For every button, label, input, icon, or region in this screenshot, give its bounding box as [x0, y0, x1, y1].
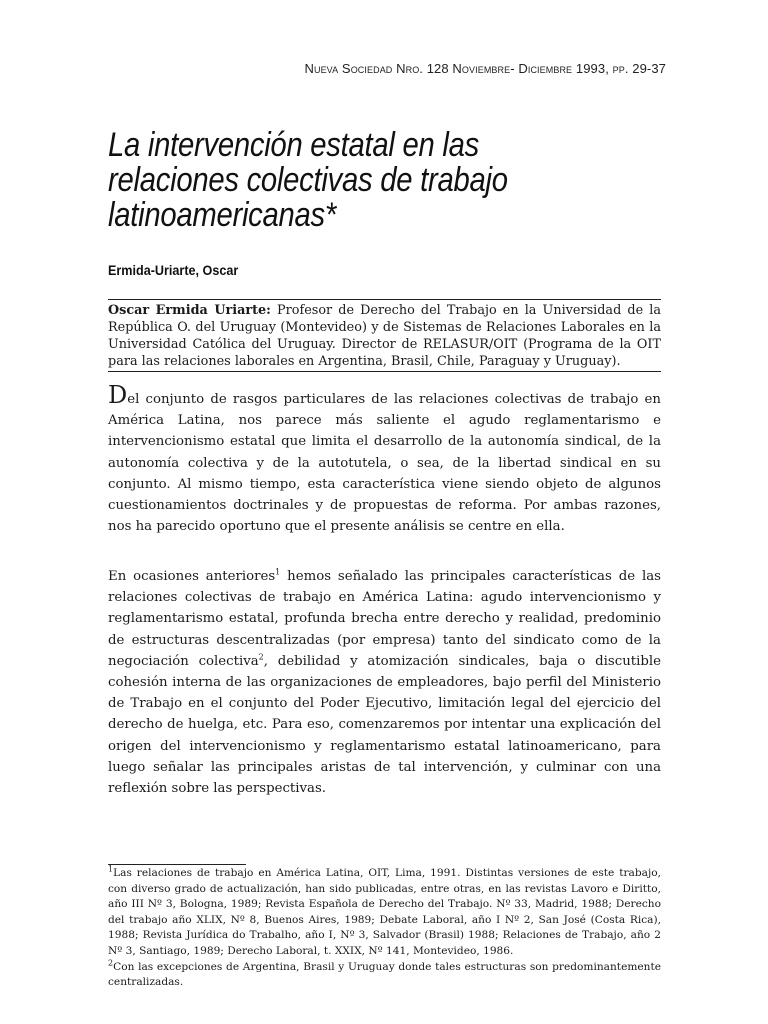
article-title: La intervención estatal en las relaciones colectivas de trabajo latinoamericanas* [108, 126, 508, 234]
footnote-mark-1: 1 [108, 864, 114, 874]
author-bio [108, 302, 661, 370]
footnote-ref-1: 1 [275, 567, 281, 577]
body-paragraph-2 [108, 566, 661, 799]
footnote-1-text: Las relaciones de trabajo en América Latina, OIT, Lima, 1991. Distintas versiones de este trabajo, con diverso grado de actualización, han sido publicadas, entre otras, en las revistas Lavoro e Diritto, año III Nº 3, Bologna, 1989; Revista Española de Derecho del Trabajo. Nº 33, Madrid, 1988; Derecho del trabajo año XLIX, Nº 8, Buenos Aires, 1989; Debate Laboral, año I Nº 2, San José (Costa Rica), 1988; Revista Jurídica do Trabalho, año I, Nº 3, Salvador (Brasil) 1988; Relaciones de Trabajo, año 2 Nº 3, Santiago, 1989; Derecho Laboral, t. XXIX, Nº 141, Montevideo, 1986. [108, 867, 661, 957]
paragraph-2-text-a: En ocasiones anteriores [108, 569, 276, 584]
footnote-2 [108, 960, 661, 991]
body-paragraph-1 [108, 381, 661, 537]
footnotes [108, 866, 661, 991]
bio-rule-top [108, 299, 661, 300]
bio-text: Profesor de Derecho del Trabajo en la Universidad de la República O. del Uruguay (Montevideo) y de Sistemas de Relaciones Laborales en la Universidad Católica del Uruguay. Director de RELASUR/OIT (Programa de la OIT para las relaciones laborales en Argentina, Brasil, Chile, Paraguay y Uruguay). [108, 303, 661, 369]
running-head: Nueva Sociedad Nro. 128 Noviembre- Diciembre 1993, pp. 29-37 [304, 61, 666, 76]
footnote-ref-2: 2 [258, 652, 264, 662]
article-author: Ermida-Uriarte, Oscar [108, 262, 239, 278]
footnote-mark-2: 2 [108, 958, 114, 968]
bio-rule-bottom [108, 371, 661, 372]
footnote-1 [108, 866, 661, 960]
footnote-2-text: Con las excepciones de Argentina, Brasil y Uruguay donde tales estructuras son predominantemente centralizadas. [108, 960, 661, 989]
paragraph-2-text-b: hemos señalado las principales características de las relaciones colectivas de trabajo en América Latina: agudo intervencionismo y reglamentarismo estatal, profunda brecha entre derecho y realidad, predominio de estructuras descentralizadas (por empresa) tanto del sindicato como de la negociación colectiva [108, 569, 661, 669]
paragraph-1-text: el conjunto de rasgos particulares de las relaciones colectivas de trabajo en América Latina, nos parece más saliente el agudo reglamentarismo e intervencionismo estatal que limita el desarrollo de la autonomía sindical, de la autonomía colectiva y de la autotutela, o sea, de la libertad sindical en su conjunto. Al mismo tiempo, esta característica viene siendo objeto de algunos cuestionamientos doctrinales y de propuestas de reforma. Por ambas razones, nos ha parecido oportuno que el presente análisis se centre en ella. [108, 392, 661, 535]
footnote-rule [108, 864, 246, 865]
drop-cap: D [108, 381, 128, 409]
paragraph-2-text-c: , debilidad y atomización sindicales, baja o discutible cohesión interna de las organizaciones de empleadores, bajo perfil del Ministerio de Trabajo en el conjunto del Poder Ejecutivo, limitación legal del ejercicio del derecho de huelga, etc. Para eso, comenzaremos por intentar una explicación del origen del intervencionismo y reglamentarismo estatal latinoamericano, para luego señalar las principales aristas de tal intervención, y culminar con una reflexión sobre las perspectivas. [108, 653, 661, 797]
bio-name: Oscar Ermida Uriarte: [108, 303, 271, 318]
